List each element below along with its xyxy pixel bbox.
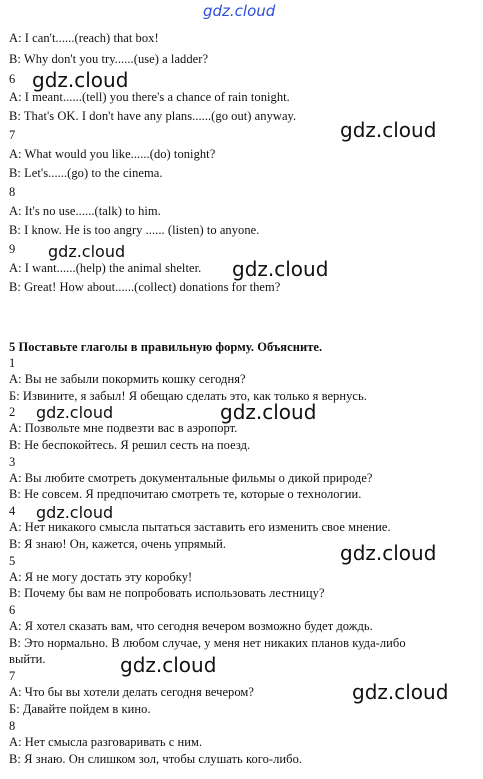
item-number: 9 <box>9 242 16 256</box>
item-number: 6 <box>9 603 16 617</box>
watermark: gdz.cloud <box>232 257 329 281</box>
watermark: gdz.cloud <box>48 242 126 261</box>
dialogue-line: В: Не беспокойтесь. Я решил сесть на поезд. <box>9 438 251 452</box>
item-number: 3 <box>9 455 16 469</box>
dialogue-line: A: I want......(help) the animal shelter. <box>9 261 202 275</box>
section-heading: 5 Поставьте глаголы в правильную форму. Объясните. <box>9 340 323 354</box>
watermark: gdz.cloud <box>220 400 317 424</box>
dialogue-line: A: I meant......(tell) you there's a chance of rain tonight. <box>9 90 290 104</box>
item-number: 4 <box>9 504 16 518</box>
dialogue-line: B: I know. He is too angry ...... (listen) to anyone. <box>9 223 260 237</box>
watermark: gdz.cloud <box>340 118 437 142</box>
item-number: 5 <box>9 554 16 568</box>
dialogue-line: А: Нет никакого смысла пытаться заставить его изменить свое мнение. <box>9 520 391 534</box>
watermark-top: gdz.cloud <box>203 2 276 20</box>
dialogue-line: А: Я хотел сказать вам, что сегодня вечером возможно будет дождь. <box>9 619 373 633</box>
watermark: gdz.cloud <box>120 653 217 677</box>
watermark: gdz.cloud <box>340 541 437 565</box>
dialogue-line: В: Это нормально. В любом случае, у меня нет никаких планов куда-либо <box>9 636 406 650</box>
dialogue-line: В: Почему бы вам не попробовать использовать лестницу? <box>9 586 325 600</box>
dialogue-line: А: Я не могу достать эту коробку! <box>9 570 193 584</box>
dialogue-line: А: Нет смысла разговаривать с ним. <box>9 735 203 749</box>
item-number: 7 <box>9 128 16 142</box>
watermark: gdz.cloud <box>352 680 449 704</box>
dialogue-line: А: Что бы вы хотели делать сегодня вечером? <box>9 685 254 699</box>
item-number: 1 <box>9 356 16 370</box>
watermark: gdz.cloud <box>36 403 114 422</box>
dialogue-line: А: Вы не забыли покормить кошку сегодня? <box>9 372 246 386</box>
item-number: 7 <box>9 669 16 683</box>
dialogue-line: А: Вы любите смотреть документальные фильмы о дикой природе? <box>9 471 373 485</box>
item-number: 2 <box>9 405 16 419</box>
dialogue-line: А: Позвольте мне подвезти вас в аэропорт. <box>9 421 238 435</box>
watermark: gdz.cloud <box>36 503 114 522</box>
dialogue-line: A: What would you like......(do) tonight? <box>9 147 216 161</box>
item-number: 8 <box>9 719 16 733</box>
dialogue-line: Б: Извините, я забыл! Я обещаю сделать это, как только я вернусь. <box>9 389 367 403</box>
watermark: gdz.cloud <box>32 68 129 92</box>
dialogue-line: B: Why don't you try......(use) a ladder? <box>9 52 209 66</box>
dialogue-line: B: That's OK. I don't have any plans......(go out) anyway. <box>9 109 297 123</box>
dialogue-line: B: Great! How about......(collect) donations for them? <box>9 280 281 294</box>
dialogue-line: В: Я знаю. Он слишком зол, чтобы слушать кого-либо. <box>9 752 303 766</box>
item-number: 8 <box>9 185 16 199</box>
dialogue-line: В: Не совсем. Я предпочитаю смотреть те, которые о технологии. <box>9 487 362 501</box>
dialogue-line: В: Я знаю! Он, кажется, очень упрямый. <box>9 537 227 551</box>
dialogue-line: Б: Давайте пойдем в кино. <box>9 702 151 716</box>
dialogue-line: B: Let's......(go) to the cinema. <box>9 166 163 180</box>
item-number: 6 <box>9 72 16 86</box>
dialogue-line: выйти. <box>9 652 46 666</box>
dialogue-line: A: I can't......(reach) that box! <box>9 31 159 45</box>
dialogue-line: A: It's no use......(talk) to him. <box>9 204 161 218</box>
